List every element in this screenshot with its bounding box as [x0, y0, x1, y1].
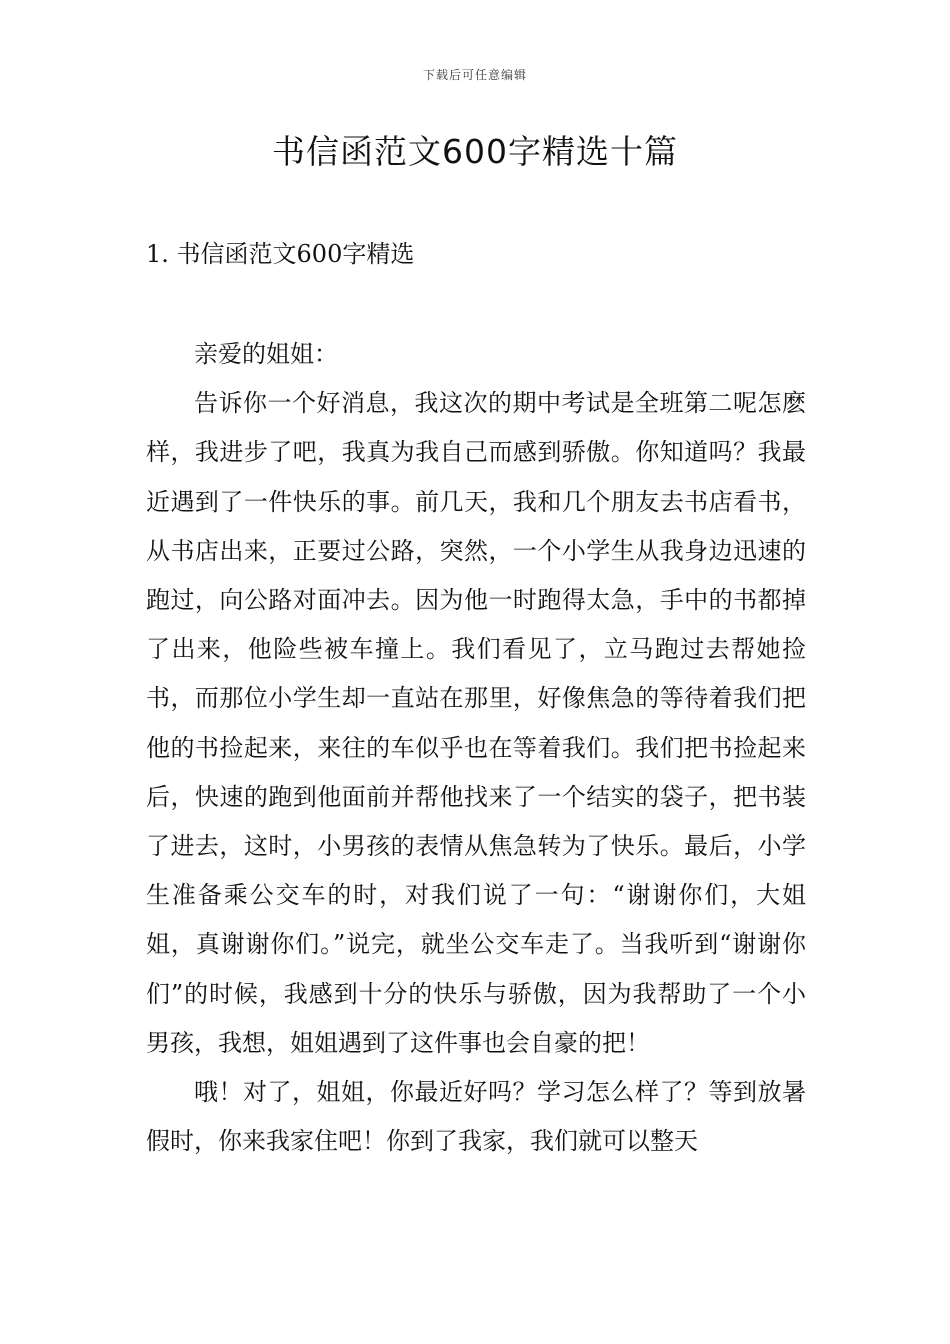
- letter-paragraph: 告诉你一个好消息，我这次的期中考试是全班第二呢怎麽样，我进步了吧，我真为我自己而感到骄傲。你知道吗？我最近遇到了一件快乐的事。前几天，我和几个朋友去书店看书，从书店出来，正要过公路，突然，一个小学生从我身边迅速的跑过，向公路对面冲去。因为他一时跑得太急，手中的书都掉了出来，他险些被车撞上。我们看见了，立马跑过去帮她捡书，而那位小学生却一直站在那里，好像焦急的等待着我们把他的书捡起来，来往的车似乎也在等着我们。我们把书捡起来后，快速的跑到他面前并帮他找来了一个结实的袋子，把书装了进去，这时，小男孩的表情从焦急转为了快乐。最后，小学生准备乘公交车的时，对我们说了一句：“谢谢你们，大姐姐，真谢谢你们。”说完，就坐公交车走了。当我听到“谢谢你们”的时候，我感到十分的快乐与骄傲，因为我帮助了一个小男孩，我想，姐姐遇到了这件事也会自豪的把！: [146, 389, 806, 1057]
- document-title: 书信函范文600字精选十篇: [272, 132, 678, 171]
- letter-paragraph: 哦！对了，姐姐，你最近好吗？学习怎么样了？等到放暑假时，你来我家住吧！你到了我家，我们就可以整天: [146, 1078, 806, 1156]
- header-note: 下载后可任意编辑: [422, 68, 527, 82]
- letter-salutation: 亲爱的姐姐：: [194, 340, 338, 368]
- section-heading: 1. 书信函范文600字精选: [146, 240, 415, 268]
- letter-body: [146, 330, 806, 1166]
